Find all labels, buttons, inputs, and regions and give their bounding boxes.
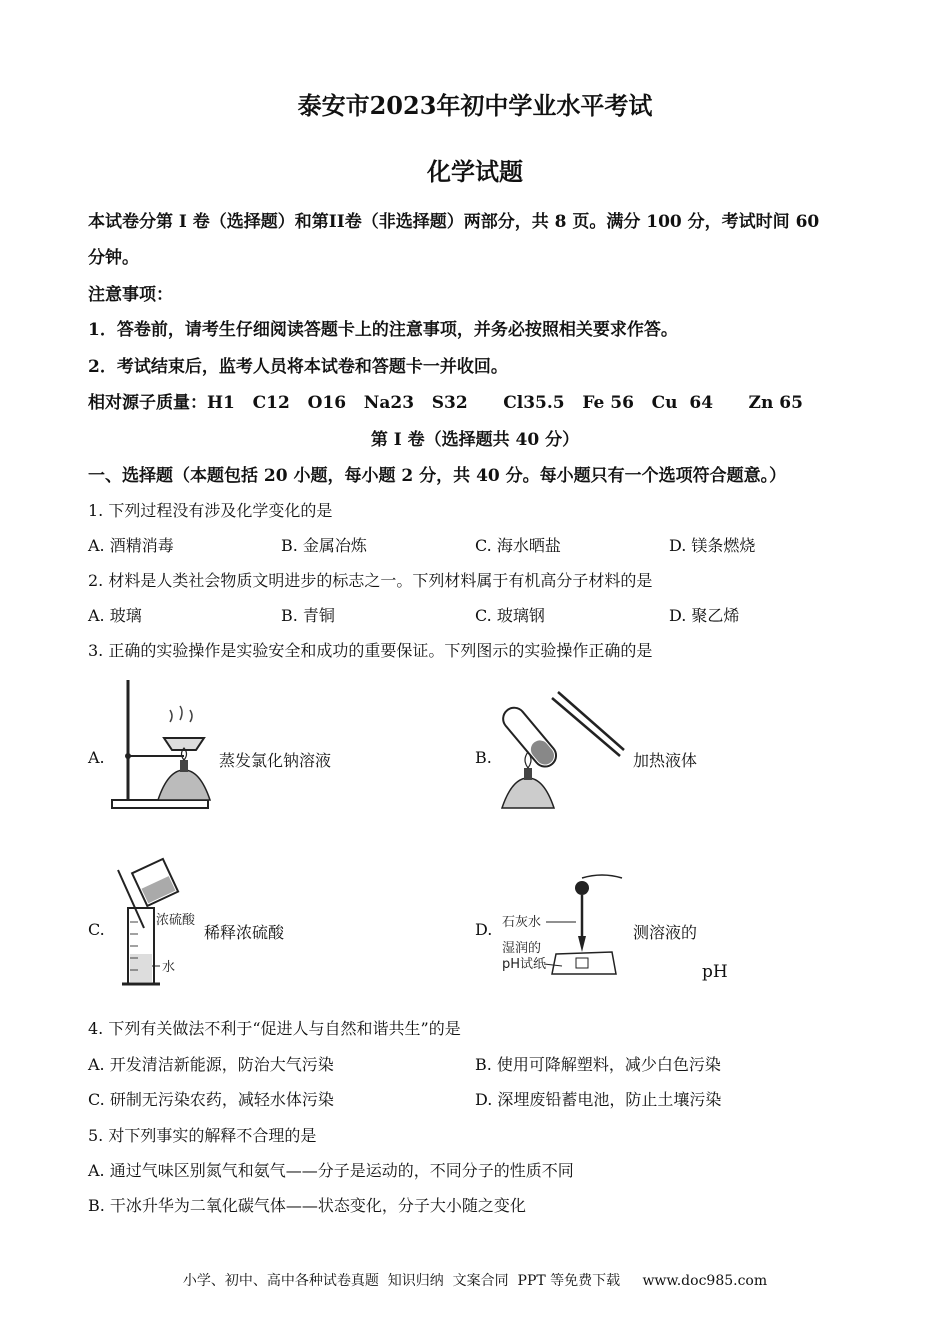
- q2-option-b: B. 青铜: [281, 606, 335, 625]
- q3-option-d-letter: D.: [475, 920, 493, 939]
- q5-option-b: B. 干冰升华为二氧化碳气体——状态变化，分子大小随之变化: [88, 1196, 526, 1215]
- fig-c-label-water: 水: [162, 960, 176, 975]
- q1-option-a: A. 酒精消毒: [88, 536, 174, 555]
- exam-title: 泰安市2023年初中学业水平考试: [297, 91, 653, 120]
- q1-option-d: D. 镁条燃烧: [669, 536, 756, 555]
- q3-option-d-text: 测溶液的: [633, 923, 698, 942]
- q4-option-d: D. 深埋废铅蓄电池，防止土壤污染: [475, 1090, 722, 1109]
- notice-1: 1．答卷前，请考生仔细阅读答题卡上的注意事项，并务必按照相关要求作答。: [88, 320, 678, 340]
- q3-stem: 3. 正确的实验操作是实验安全和成功的重要保证。下列图示的实验操作正确的是: [88, 641, 653, 660]
- q5-option-a: A. 通过气味区别氮气和氨气——分子是运动的，不同分子的性质不同: [88, 1161, 574, 1180]
- footer-text: 小学、初中、高中各种试卷真题 知识归纳 文案合同 PPT 等免费下载 www.doc985.com: [182, 1273, 768, 1289]
- q3-option-b-text: 加热液体: [633, 751, 698, 770]
- section-heading: 一、选择题（本题包括 20 小题，每小题 2 分，共 40 分。每小题只有一个选项符合题意。）: [88, 466, 787, 486]
- fig-c-label-acid: 浓硫酸: [156, 913, 196, 928]
- q5-stem: 5. 对下列事实的解释不合理的是: [88, 1126, 317, 1145]
- q3-option-a-text: 蒸发氯化钠溶液: [219, 751, 332, 770]
- evaporation-apparatus-figure: [108, 676, 208, 816]
- fig-d-label-ph-paper: pH试纸: [502, 957, 547, 972]
- q3-option-c-text: 稀释浓硫酸: [204, 923, 285, 942]
- exam-subtitle: 化学试题: [427, 157, 523, 186]
- intro-line-2: 分钟。: [88, 248, 139, 268]
- q4-option-a: A. 开发清洁新能源，防治大气污染: [88, 1055, 334, 1074]
- notice-title: 注意事项：: [88, 285, 173, 305]
- ph-test-figure: [492, 866, 632, 986]
- q1-option-c: C. 海水晒盐: [475, 536, 561, 555]
- q1-stem: 1. 下列过程没有涉及化学变化的是: [88, 501, 333, 520]
- part-title: 第 I 卷（选择题共 40 分）: [370, 430, 580, 450]
- dilution-figure: [108, 858, 204, 994]
- fig-d-label-limewater: 石灰水: [502, 915, 542, 930]
- q1-option-b: B. 金属冶炼: [281, 536, 367, 555]
- fig-d-label-wet: 湿润的: [502, 941, 542, 956]
- q4-option-c: C. 研制无污染农药，减轻水体污染: [88, 1090, 334, 1109]
- notice-2: 2．考试结束后，监考人员将本试卷和答题卡一并收回。: [88, 357, 508, 377]
- q3-option-b-letter: B.: [475, 748, 492, 767]
- intro-line-1: 本试卷分第 I 卷（选择题）和第II卷（非选择题）两部分，共 8 页。满分 100 分，考试时间 60: [88, 212, 820, 232]
- q2-stem: 2. 材料是人类社会物质文明进步的标志之一。下列材料属于有机高分子材料的是: [88, 571, 653, 590]
- heating-test-tube-figure: [490, 678, 630, 818]
- q4-stem: 4. 下列有关做法不利于“促进人与自然和谐共生”的是: [88, 1019, 461, 1038]
- q2-option-a: A. 玻璃: [88, 606, 142, 625]
- atomic-mass-line: 相对源子质量：H1 C12 O16 Na23 S32 Cl35.5 Fe 56 Cu 64 Zn 65: [88, 393, 803, 413]
- q3-option-d-text-ph: pH: [702, 962, 728, 982]
- q3-option-a-letter: A.: [88, 748, 105, 767]
- q2-option-c: C. 玻璃钢: [475, 606, 545, 625]
- q3-option-c-letter: C.: [88, 920, 105, 939]
- q2-option-d: D. 聚乙烯: [669, 606, 740, 625]
- q4-option-b: B. 使用可降解塑料，减少白色污染: [475, 1055, 721, 1074]
